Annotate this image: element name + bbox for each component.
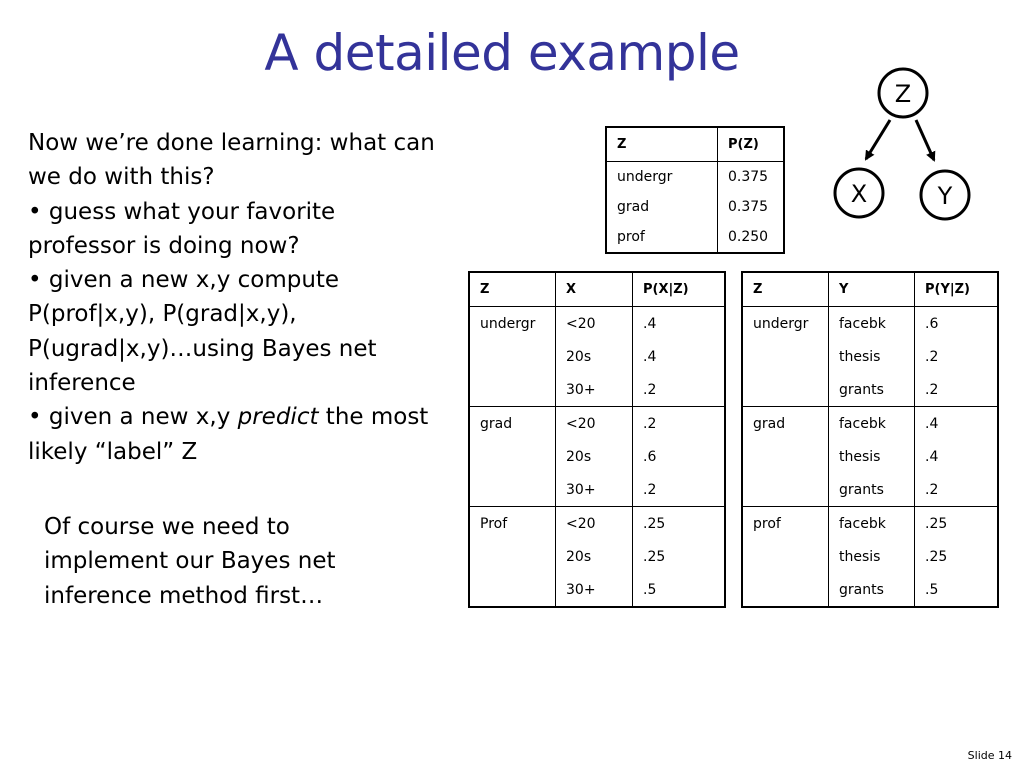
pxz-p-cell: .2 (633, 373, 726, 407)
bullet-text-block (28, 126, 448, 469)
pxz-z-cell (469, 473, 556, 507)
table-row (469, 340, 725, 373)
table-row (606, 162, 784, 193)
pxz-z-cell (469, 440, 556, 473)
pxz-x-cell: 30+ (556, 373, 633, 407)
pyz-z-cell (742, 573, 829, 607)
pxz-header-row (469, 272, 725, 307)
table-row (469, 440, 725, 473)
pyz-header-row (742, 272, 998, 307)
pyz-z-cell: undergr (742, 307, 829, 341)
table-row (606, 222, 784, 253)
node-y-label: Y (937, 182, 953, 210)
pyz-y-cell: facebk (829, 307, 915, 341)
bullet-item-2: • given a new x,y compute P(prof|x,y), P(grad|x,y), P(ugrad|x,y)…using Bayes net inference (28, 267, 377, 397)
pyz-p-cell: .4 (915, 440, 999, 473)
pyz-y-cell: facebk (829, 407, 915, 441)
table-row (742, 440, 998, 473)
slide-title: A detailed example (264, 24, 740, 82)
pz-header-z: Z (606, 127, 718, 162)
intro-line: Now we’re done learning: what can we do with this? (28, 130, 435, 191)
pz-table (605, 126, 785, 254)
pyz-p-cell: .4 (915, 407, 999, 441)
table-row (469, 307, 725, 341)
pz-cell: 0.250 (718, 222, 785, 253)
pxz-z-cell (469, 573, 556, 607)
pxz-p-cell: .5 (633, 573, 726, 607)
table-row (469, 373, 725, 407)
table-row (606, 192, 784, 222)
pz-header-p: P(Z) (718, 127, 785, 162)
pxz-p-cell: .25 (633, 540, 726, 573)
pz-cell: 0.375 (718, 162, 785, 193)
pxz-z-cell: undergr (469, 307, 556, 341)
node-x-label: X (850, 180, 868, 208)
edge-z-x (866, 120, 890, 159)
table-row (742, 540, 998, 573)
pyz-z-cell (742, 340, 829, 373)
bullet-3-post: the most likely “label” Z (28, 404, 429, 465)
pxz-z-cell (469, 373, 556, 407)
pyz-y-cell: thesis (829, 540, 915, 573)
pyz-header-z: Z (742, 272, 829, 307)
pxz-x-cell: 20s (556, 340, 633, 373)
pxz-x-cell: 20s (556, 540, 633, 573)
pz-cell: undergr (606, 162, 718, 193)
pxz-p-cell: .2 (633, 407, 726, 441)
pyz-z-cell (742, 373, 829, 407)
pxz-z-cell (469, 540, 556, 573)
bullet-3-pre: • given a new x,y (28, 404, 238, 431)
pyz-y-cell: thesis (829, 440, 915, 473)
table-row (742, 340, 998, 373)
table-row (469, 473, 725, 507)
pyz-z-cell (742, 540, 829, 573)
table-row (742, 507, 998, 541)
pyz-p-cell: .25 (915, 507, 999, 541)
table-row (469, 540, 725, 573)
table-row (742, 573, 998, 607)
table-row (469, 407, 725, 441)
pxz-x-cell: <20 (556, 407, 633, 441)
bullet-item-1: • guess what your favorite professor is doing now? (28, 198, 336, 259)
note-text (44, 510, 404, 613)
pz-header-row (606, 127, 784, 162)
pz-cell: prof (606, 222, 718, 253)
pyz-p-cell: .2 (915, 373, 999, 407)
pxz-header-x: X (556, 272, 633, 307)
table-row (742, 307, 998, 341)
pyz-z-cell: grad (742, 407, 829, 441)
pyz-y-cell: grants (829, 573, 915, 607)
pxz-x-cell: <20 (556, 307, 633, 341)
pyz-y-cell: grants (829, 373, 915, 407)
pxz-p-cell: .25 (633, 507, 726, 541)
pyz-p-cell: .25 (915, 540, 999, 573)
table-row (469, 507, 725, 541)
pyz-z-cell (742, 440, 829, 473)
pxz-p-cell: .4 (633, 307, 726, 341)
bullet-3-emphasis: predict (237, 404, 319, 431)
pxz-z-cell: grad (469, 407, 556, 441)
pxz-x-cell: <20 (556, 507, 633, 541)
table-row (742, 407, 998, 441)
pyz-p-cell: .5 (915, 573, 999, 607)
pxz-z-cell (469, 340, 556, 373)
node-z-label: Z (894, 80, 912, 108)
pyz-header-y: Y (829, 272, 915, 307)
pxz-x-cell: 30+ (556, 573, 633, 607)
pyz-z-cell (742, 473, 829, 507)
bayes-net-graph (820, 50, 1000, 250)
note-line: Of course we need to implement our Bayes net inference method first… (44, 514, 336, 609)
pxz-header-z: Z (469, 272, 556, 307)
slide-number: Slide 14 (967, 749, 1012, 762)
pyz-z-cell: prof (742, 507, 829, 541)
pxz-table (468, 271, 726, 608)
pyz-p-cell: .2 (915, 473, 999, 507)
pyz-p-cell: .2 (915, 340, 999, 373)
pyz-p-cell: .6 (915, 307, 999, 341)
pxz-header-p: P(X|Z) (633, 272, 726, 307)
pyz-y-cell: thesis (829, 340, 915, 373)
pyz-table (741, 271, 999, 608)
table-row (742, 373, 998, 407)
table-row (469, 573, 725, 607)
pz-cell: grad (606, 192, 718, 222)
edge-z-y (916, 120, 934, 160)
pxz-p-cell: .6 (633, 440, 726, 473)
pxz-x-cell: 20s (556, 440, 633, 473)
pyz-y-cell: grants (829, 473, 915, 507)
table-row (742, 473, 998, 507)
pxz-z-cell: Prof (469, 507, 556, 541)
bullet-item-3 (28, 400, 448, 469)
pxz-p-cell: .2 (633, 473, 726, 507)
pxz-x-cell: 30+ (556, 473, 633, 507)
pyz-y-cell: facebk (829, 507, 915, 541)
pxz-p-cell: .4 (633, 340, 726, 373)
pz-cell: 0.375 (718, 192, 785, 222)
pyz-header-p: P(Y|Z) (915, 272, 999, 307)
